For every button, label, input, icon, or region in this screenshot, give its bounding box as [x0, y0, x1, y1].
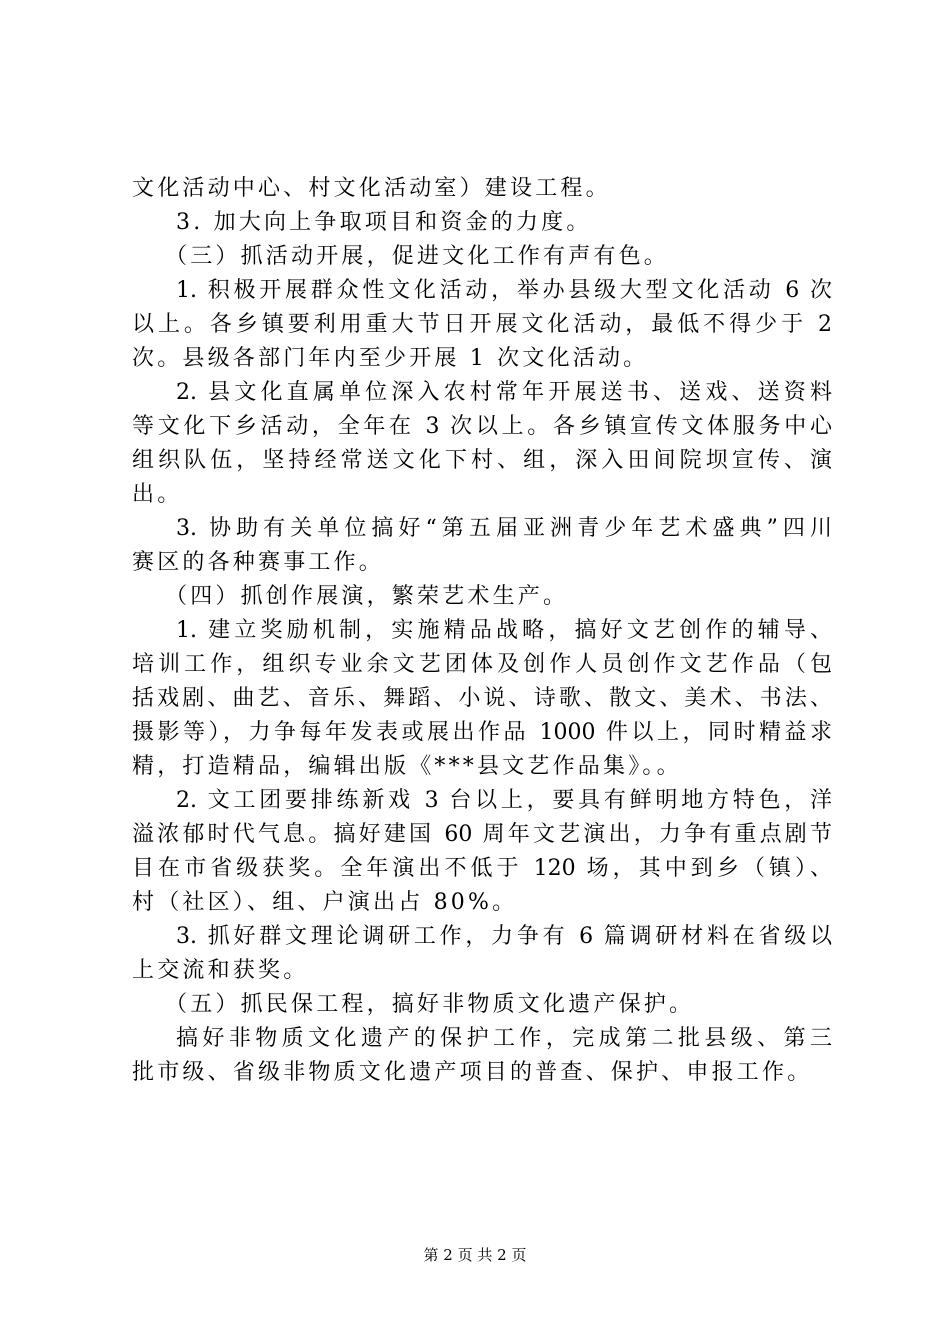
paragraph-line: 溢浓郁时代气息。搞好建国 60 周年文艺演出，力争有重点剧节: [132, 822, 832, 847]
paragraph-line: 目在市省级获奖。全年演出不低于 120 场，其中到乡（镇）、: [132, 856, 832, 881]
paragraph-line: 出。: [132, 482, 183, 507]
numbered-item-line: 2. 文工团要排练新戏 3 台以上，要具有鲜明地方特色，洋: [176, 788, 832, 813]
numbered-item-line: 3. 抓好群文理论调研工作，力争有 6 篇调研材料在省级以: [176, 924, 832, 949]
paragraph-line: 赛区的各种赛事工作。: [132, 550, 385, 575]
section-heading: （三）抓活动开展，促进文化工作有声有色。: [165, 244, 670, 269]
paragraph-line: 组织队伍，坚持经常送文化下村、组，深入田间院坝宣传、演: [132, 448, 832, 473]
paragraph-line: 村（社区）、组、户演出占 80%。: [132, 890, 518, 915]
paragraph-line: 精，打造精品，编辑出版《***县文艺作品集》。。: [132, 754, 682, 779]
paragraph-line: 等文化下乡活动，全年在 3 次以上。各乡镇宣传文体服务中心: [132, 414, 832, 439]
paragraph-line: 批市级、省级非物质文化遗产项目的普查、保护、申报工作。: [132, 1060, 813, 1085]
paragraph-line: 培训工作，组织专业余文艺团体及创作人员创作文艺作品（包: [132, 652, 832, 677]
paragraph-line: 搞好非物质文化遗产的保护工作，完成第二批县级、第三: [176, 1026, 832, 1051]
page-number-footer: 第 2 页 共 2 页: [423, 1246, 527, 1264]
numbered-item-line: 1. 建立奖励机制，实施精品战略，搞好文艺创作的辅导、: [176, 618, 832, 643]
numbered-item-line: 1. 积极开展群众性文化活动，举办县级大型文化活动 6 次: [176, 278, 832, 303]
paragraph-line: 括戏剧、曲艺、音乐、舞蹈、小说、诗歌、散文、美术、书法、: [132, 686, 832, 711]
paragraph-line: 摄影等），力争每年发表或展出作品 1000 件以上，同时精益求: [132, 720, 832, 745]
document-body: [132, 172, 832, 1090]
section-heading: （五）抓民保工程，搞好非物质文化遗产保护。: [165, 992, 695, 1017]
numbered-item-line: 2. 县文化直属单位深入农村常年开展送书、送戏、送资料: [176, 380, 832, 405]
numbered-item-line: 3. 加大向上争取项目和资金的力度。: [176, 210, 592, 235]
paragraph-line: 文化活动中心、村文化活动室）建设工程。: [132, 176, 611, 201]
paragraph-line: 次。县级各部门年内至少开展 1 次文化活动。: [132, 346, 649, 371]
paragraph-line: 上交流和获奖。: [132, 958, 309, 983]
numbered-item-line: 3. 协助有关单位搞好“第五届亚洲青少年艺术盛典”四川: [176, 516, 832, 541]
paragraph-line: 以上。各乡镇要利用重大节日开展文化活动，最低不得少于 2: [132, 312, 832, 337]
section-heading: （四）抓创作展演，繁荣艺术生产。: [165, 584, 569, 609]
